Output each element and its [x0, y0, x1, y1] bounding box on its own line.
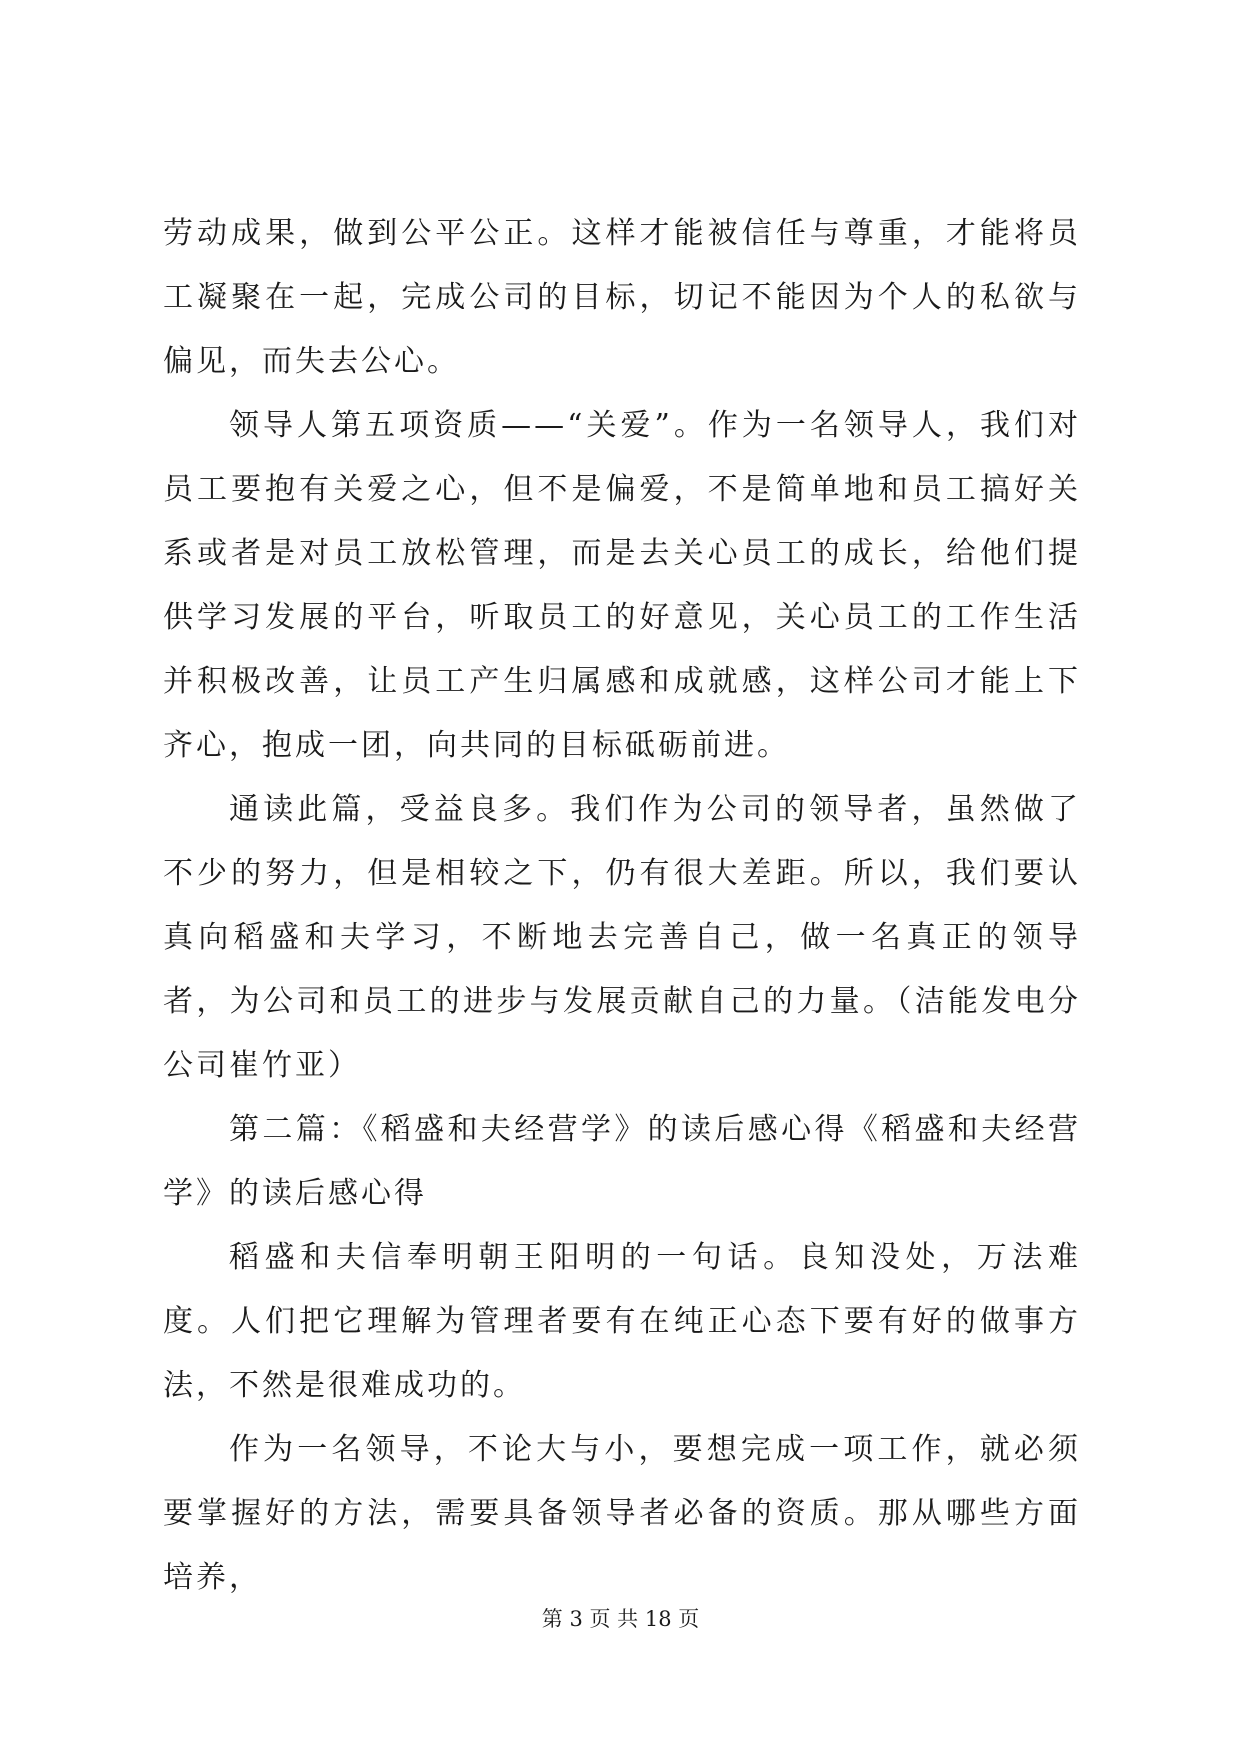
page-number-footer: 第 3 页 共 18 页	[541, 1607, 700, 1631]
section-heading-second-article: 第二篇：《稻盛和夫经营学》的读后感心得《稻盛和夫经营学》的读后感心得	[163, 1112, 1081, 1211]
paragraph-continued: 劳动成果，做到公平公正。这样才能被信任与尊重，才能将员工凝聚在一起，完成公司的目标，切记不能因为个人的私欲与偏见，而失去公心。	[163, 216, 1081, 379]
paragraph-conclusion: 通读此篇，受益良多。我们作为公司的领导者，虽然做了不少的努力，但是相较之下，仍有很大差距。所以，我们要认真向稻盛和夫学习，不断地去完善自己，做一名真正的领导者，为公司和员工的进步与发展贡献自己的力量。（洁能发电分公司崔竹亚）	[163, 792, 1081, 1083]
document-body	[163, 202, 1081, 1610]
paragraph-fifth-quality: 领导人第五项资质——“关爱”。作为一名领导人，我们对员工要抱有关爱之心，但不是偏爱，不是简单地和员工搞好关系或者是对员工放松管理，而是去关心员工的成长，给他们提供学习发展的平台，听取员工的好意见，关心员工的工作生活并积极改善，让员工产生归属感和成就感，这样公司才能上下齐心，抱成一团，向共同的目标砥砺前进。	[163, 408, 1081, 763]
paragraph-wang-yangming: 稻盛和夫信奉明朝王阳明的一句话。良知没处，万法难度。人们把它理解为管理者要有在纯正心态下要有好的做事方法，不然是很难成功的。	[163, 1240, 1081, 1403]
paragraph-leader-methods: 作为一名领导，不论大与小，要想完成一项工作，就必须要掌握好的方法，需要具备领导者必备的资质。那从哪些方面培养，	[163, 1432, 1081, 1595]
